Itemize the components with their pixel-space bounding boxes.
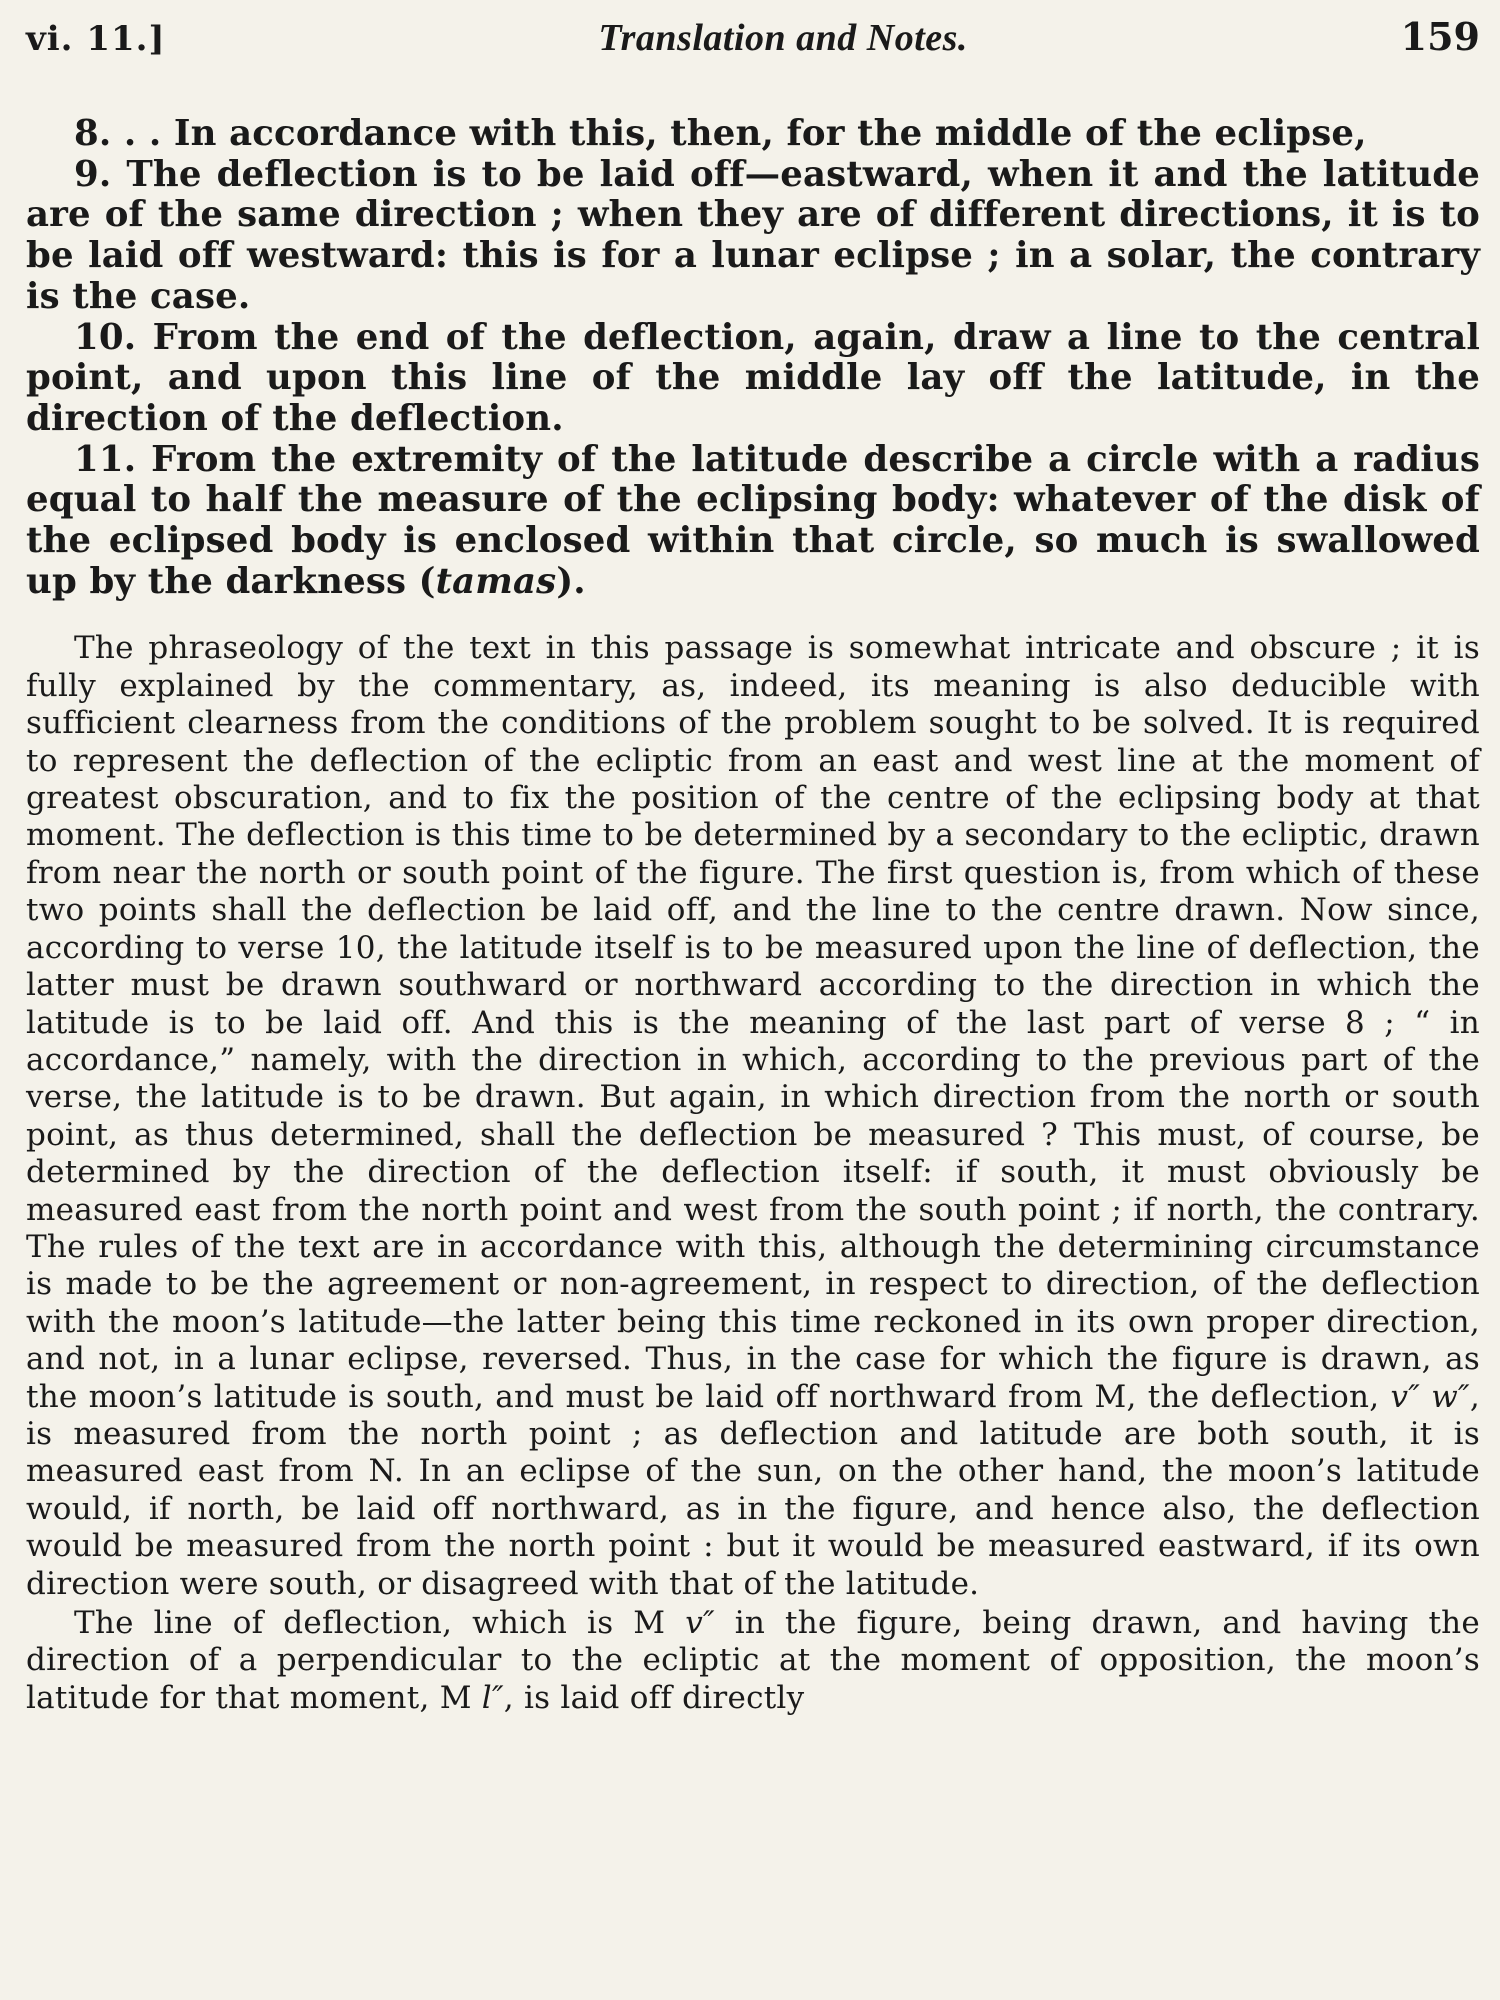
page-title: Translation and Notes. [598,17,968,59]
commentary-1-end: , is measured from the north point ; as deflection and latitude are both south, it is measured east from N. In an eclipse of the sun, on the other hand, the moon’s latitude would, if north, be laid off northward, as in the figure, and hence also, the deflection would be measured from the north point : but it would be measured eastward, if its own direction were south, or disagreed with that of the latitude. [26,1378,1480,1602]
commentary-1-text: The phraseology of the text in this passage is somewhat intricate and obscure ; it is fully explained by the commentary, as, indeed, its meaning is also deducible with sufficient clearness from the conditions of the problem sought to be solved. It is required to represent the deflection of the ecliptic from an east and west line at the moment of greatest obscuration, and to fix the position of the centre of the eclipsing body at that moment. The deflection is this time to be determined by a secondary to the ecliptic, drawn from near the north or south point of the figure. The first question is, from which of these two points shall the deflection be laid off, and the line to the centre drawn. Now since, according to verse 10, the latitude itself is to be measured upon the line of deflection, the latter must be drawn southward or northward according to the direction in which the latitude is to be laid off. And this is the meaning of the last part of verse 8 ; “ in accordance,” namely, with the direction in which, according to the previous part of the verse, the latitude is to be drawn. But again, in which direction from the north or south point, as thus determined, shall the deflection be measured ? This must, of course, be determined by the direction of the deflection itself: if south, it must obviously be measured east from the north point and west from the south point ; if north, the contrary. The rules of the text are in accordance with this, although the determining circumstance is made to be the agreement or non-agreement, in respect to direction, of the deflection with the moon’s latitude—the latter being this time reckoned in its own proper direction, and not, in a lunar eclipse, reversed. Thus, in the case for which the figure is drawn, as the moon’s latitude is south, and must be laid off northward from M, the deflection, [26,630,1480,1415]
verse-11 [26,440,1480,603]
verse-11-italic: tamas [435,560,557,602]
verse-10: 10. From the end of the deflection, again, draw a line to the central point, and upon this line of the middle lay off the latitude, in the direction of the deflection. [26,316,1480,439]
commentary-2-text: The line of deflection, which is M [74,1605,686,1641]
commentary-1-italic: v″ w″ [1390,1378,1470,1415]
commentary-notes [26,630,1480,1717]
commentary-2-italic-b: l″ [481,1679,504,1716]
verse-11-end: ). [556,560,586,602]
commentary-2-italic: v″ [685,1605,715,1641]
running-head [26,14,1480,74]
section-reference: vi. 11.] [26,19,166,59]
verse-11-text: 11. From the extremity of the latitude describe a circle with a radius equal to half the measure of the eclipsing body: whatever of the disk of the eclipsed body is enclosed within that circle, so much is swallowed up by the darkness ( [26,438,1480,602]
commentary-paragraph-1 [26,630,1480,1603]
verse-translation [26,114,1480,602]
verse-9: 9. The deflection is to be laid off—eastward, when it and the latitude are of the same direction ; when they are of different directions, it is to be laid off westward: this is for a lunar eclipse ; in a solar, the contrary is the case. [26,153,1480,317]
commentary-paragraph-2 [26,1605,1480,1717]
commentary-2-end: , is laid off directly [503,1679,805,1716]
commentary-2-mid: in the figure, being drawn, and having the direction of a perpendicular to the ecliptic at the moment of opposition, the moon’s latitude for that moment, M [26,1605,1480,1716]
verse-8: 8. . . In accordance with this, then, for the middle of the eclipse, [74,113,1367,154]
page-number: 159 [1400,14,1480,59]
